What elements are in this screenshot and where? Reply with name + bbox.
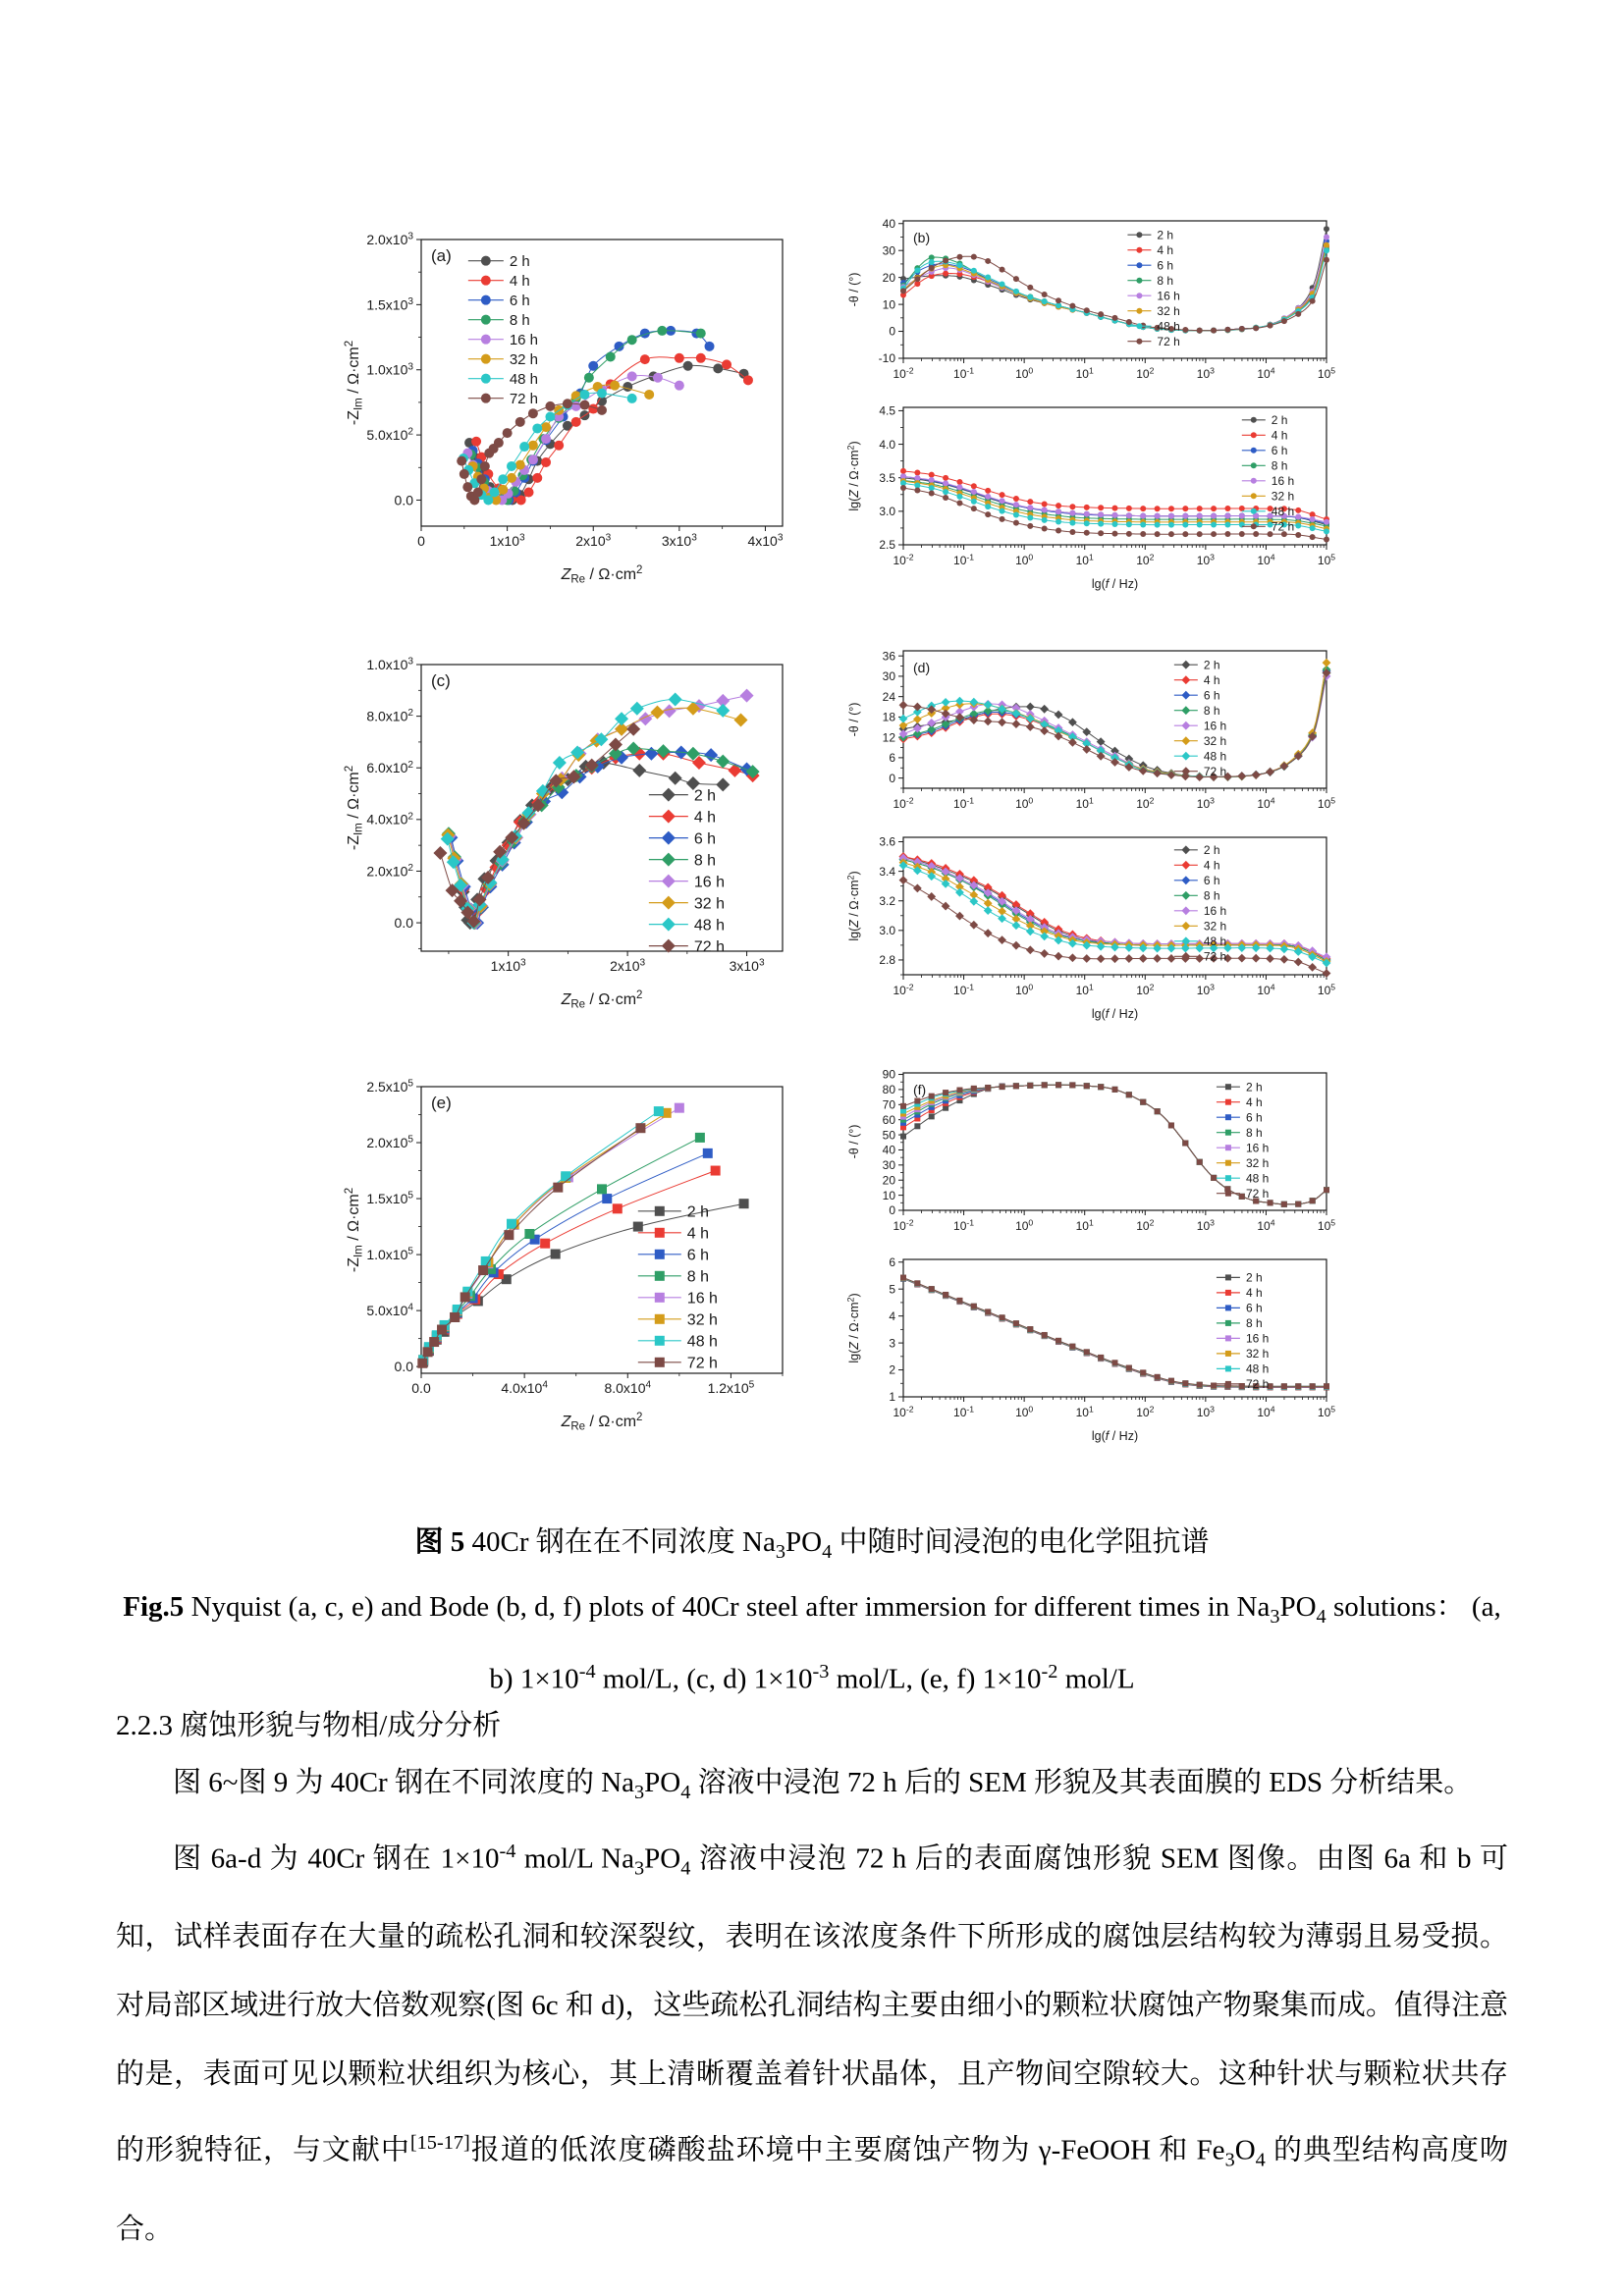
svg-text:24: 24 (882, 689, 895, 704)
svg-text:48 h: 48 h (1245, 1362, 1270, 1376)
svg-text:10: 10 (882, 1188, 895, 1202)
svg-text:2: 2 (889, 1362, 895, 1377)
svg-text:10-1: $10^{-1}$ (953, 795, 975, 811)
svg-text:101: $10^1$ (1075, 1217, 1094, 1233)
svg-text:ZRe / Ω·cm2: $Z_{Re} / \Omega\cdot cm^2$ (561, 563, 643, 586)
svg-text:6 h: 6 h (1203, 688, 1220, 703)
svg-text:lg(f / Hz): lg(f / Hz) (1091, 1007, 1139, 1021)
svg-text:32 h: 32 h (1245, 1347, 1270, 1362)
panel-c-nyquist (339, 651, 800, 1016)
svg-text:5.0x102: $5.0x10^2$ (366, 426, 413, 443)
svg-text:10-1: $10^{-1}$ (953, 982, 975, 997)
svg-text:4 h: 4 h (509, 273, 530, 291)
svg-text:3.4: 3.4 (879, 864, 895, 879)
svg-text:100: $10^0$ (1015, 1217, 1034, 1233)
svg-text:8 h: 8 h (1245, 1316, 1263, 1331)
svg-text:0.0: 0.0 (394, 1359, 413, 1375)
svg-text:3.5: 3.5 (879, 470, 895, 485)
svg-text:10-1: $10^{-1}$ (953, 365, 975, 381)
svg-text:18: 18 (882, 710, 895, 724)
svg-text:2 h: 2 h (1203, 843, 1220, 858)
svg-text:10-2: $10^{-2}$ (893, 982, 914, 997)
figure-caption-en-line1: Fig.5 Nyquist (a, c, e) and Bode (b, d, f) plots of 40Cr steel after immersion for different times in $Na_3PO_4$ solutions： (a, (123, 1591, 1501, 1628)
svg-text:1.5x103: $1.5x10^3$ (366, 295, 413, 313)
svg-text:1x103: $1x10^3$ (490, 957, 526, 974)
svg-text:4 h: 4 h (1203, 858, 1220, 873)
svg-text:12: 12 (882, 730, 895, 745)
svg-text:5: 5 (889, 1282, 895, 1297)
svg-text:2.5x105: $2.5x10^5$ (366, 1078, 413, 1095)
chart-a-nyquist (339, 226, 800, 591)
svg-text:105: $10^5$ (1317, 982, 1336, 997)
svg-text:10-1: $10^{-1}$ (953, 1404, 975, 1419)
svg-text:80: 80 (882, 1083, 895, 1097)
svg-text:104: $10^4$ (1257, 1404, 1275, 1419)
svg-text:(e): (e) (431, 1094, 452, 1112)
svg-text:-ZIm / Ω·cm2: $-Z_{Im} / \Omega\cdot cm^2$ (343, 1187, 365, 1273)
svg-text:3x103: $3x10^3$ (661, 532, 697, 549)
svg-text:100: $10^0$ (1015, 795, 1034, 811)
svg-text:48 h: 48 h (686, 1333, 718, 1351)
svg-text:8.0x104: $8.0x10^4$ (604, 1379, 652, 1396)
svg-text:4 h: 4 h (686, 1225, 710, 1243)
svg-text:101: $10^1$ (1075, 982, 1094, 997)
svg-text:10-1: $10^{-1}$ (953, 1217, 975, 1233)
svg-text:72 h: 72 h (1157, 335, 1180, 349)
svg-text:16 h: 16 h (509, 332, 539, 349)
svg-text:103: $10^3$ (1196, 1217, 1215, 1233)
svg-text:1.0x103: $1.0x10^3$ (366, 656, 413, 672)
svg-text:16 h: 16 h (1271, 474, 1295, 489)
svg-text:30: 30 (882, 243, 895, 258)
svg-text:40: 40 (882, 216, 895, 231)
panel-a-nyquist (339, 226, 800, 591)
svg-text:105: $10^5$ (1317, 552, 1336, 567)
svg-text:3.2: 3.2 (879, 893, 895, 908)
svg-text:102: $10^2$ (1136, 1404, 1155, 1419)
chart-b-phase (844, 211, 1340, 386)
svg-text:16 h: 16 h (1245, 1331, 1270, 1346)
svg-text:16 h: 16 h (1157, 289, 1180, 303)
svg-text:16 h: 16 h (1203, 904, 1227, 919)
svg-text:4 h: 4 h (1245, 1095, 1263, 1110)
svg-text:32 h: 32 h (686, 1311, 718, 1329)
svg-text:16 h: 16 h (1245, 1141, 1270, 1155)
chart-c-nyquist (339, 651, 800, 1016)
svg-text:(d): (d) (913, 660, 931, 675)
svg-text:0: 0 (889, 1203, 895, 1218)
figure-caption-en-line2: b) $1\times 10^{-4}$ mol/L, (c, d) $1\times 10^{-3}$ mol/L, (e, f) $1\times 10^{-2}$ mol/L (489, 1661, 1135, 1695)
svg-text:lg(f / Hz): lg(f / Hz) (1091, 577, 1139, 591)
svg-text:32 h: 32 h (1245, 1156, 1270, 1171)
svg-text:3.0: 3.0 (879, 505, 895, 519)
svg-text:3.6: 3.6 (879, 834, 895, 849)
svg-text:105: $10^5$ (1317, 1217, 1336, 1233)
svg-text:-θ / (°): -θ / (°) (847, 1124, 861, 1159)
svg-text:36: 36 (882, 649, 895, 664)
svg-text:0: 0 (889, 771, 895, 785)
svg-text:6 h: 6 h (1203, 874, 1220, 888)
svg-text:6 h: 6 h (1245, 1301, 1263, 1315)
svg-text:2 h: 2 h (1245, 1080, 1263, 1095)
svg-text:105: $10^5$ (1317, 1404, 1336, 1419)
svg-text:(a): (a) (431, 246, 452, 265)
svg-text:8 h: 8 h (686, 1268, 710, 1286)
svg-text:2 h: 2 h (1245, 1270, 1263, 1285)
svg-text:10-2: $10^{-2}$ (893, 1217, 914, 1233)
chart-d-magnitude (844, 828, 1340, 1030)
svg-text:4.0: 4.0 (879, 437, 895, 452)
svg-text:1.5x105: $1.5x10^5$ (366, 1190, 413, 1206)
svg-text:101: $10^1$ (1075, 1404, 1094, 1419)
svg-text:10-2: $10^{-2}$ (893, 552, 914, 567)
svg-text:102: $10^2$ (1136, 552, 1155, 567)
svg-text:2 h: 2 h (1271, 413, 1288, 428)
svg-text:104: $10^4$ (1257, 982, 1275, 997)
svg-text:8 h: 8 h (509, 312, 530, 330)
svg-text:4: 4 (889, 1308, 895, 1323)
figure-caption-zh: 图 5 40Cr 钢在在不同浓度 $Na_3PO_4$ 中随时间浸泡的电化学阻抗谱 (414, 1526, 1210, 1563)
svg-text:2.8: 2.8 (879, 953, 895, 968)
svg-text:4.0x104: $4.0x10^4$ (501, 1379, 548, 1396)
svg-text:4 h: 4 h (1271, 428, 1288, 443)
svg-text:-ZIm / Ω·cm2: $-Z_{Im} / \Omega\cdot cm^2$ (343, 765, 365, 851)
svg-text:0.0: 0.0 (394, 914, 413, 931)
svg-text:lg(Z / Ω·cm2): $\lg(Z / \Omega\cdot cm^2)$ (845, 1293, 861, 1363)
svg-text:lg(f / Hz): lg(f / Hz) (1091, 1429, 1139, 1443)
svg-text:10-2: $10^{-2}$ (893, 1404, 914, 1419)
svg-text:104: $10^4$ (1257, 1217, 1275, 1233)
svg-text:101: $10^1$ (1075, 552, 1094, 567)
svg-text:1x103: $1x10^3$ (489, 532, 525, 549)
svg-text:60: 60 (882, 1112, 895, 1127)
svg-text:10-1: $10^{-1}$ (953, 552, 975, 567)
svg-text:100: $10^0$ (1015, 982, 1034, 997)
svg-text:48 h: 48 h (509, 371, 539, 389)
svg-text:8 h: 8 h (1157, 274, 1174, 289)
svg-text:2.0x105: $2.0x10^5$ (366, 1134, 413, 1150)
svg-text:8 h: 8 h (1203, 888, 1220, 903)
svg-text:48 h: 48 h (1157, 319, 1180, 334)
svg-text:72 h: 72 h (1245, 1187, 1270, 1201)
svg-text:40: 40 (882, 1143, 895, 1157)
svg-text:2.0x103: $2.0x10^3$ (366, 231, 413, 247)
svg-text:48 h: 48 h (693, 917, 725, 934)
svg-text:8 h: 8 h (1203, 704, 1220, 719)
svg-text:48 h: 48 h (1271, 505, 1295, 519)
svg-text:4.5: 4.5 (879, 403, 895, 418)
paragraph-1: 图 6~图 9 为 40Cr 钢在不同浓度的 $Na_3PO_4$ 溶液中浸泡 72 h 后的 SEM 形貌及其表面膜的 EDS 分析结果。 (173, 1767, 1473, 1803)
svg-text:102: $10^2$ (1136, 1217, 1155, 1233)
svg-text:102: $10^2$ (1136, 795, 1155, 811)
panel-b-bode (844, 211, 1340, 600)
svg-text:2.5: 2.5 (879, 538, 895, 553)
svg-text:6: 6 (889, 751, 895, 766)
svg-text:20: 20 (882, 1173, 895, 1188)
svg-text:32 h: 32 h (693, 895, 725, 913)
svg-text:2x103: $2x10^3$ (575, 532, 612, 549)
svg-text:48 h: 48 h (1203, 934, 1227, 949)
svg-text:(b): (b) (913, 230, 931, 245)
svg-text:101: $10^1$ (1075, 365, 1094, 381)
svg-text:6 h: 6 h (1271, 444, 1288, 458)
svg-text:100: $10^0$ (1015, 365, 1034, 381)
chart-d-phase (844, 641, 1340, 816)
svg-text:1.0x105: $1.0x10^5$ (366, 1246, 413, 1262)
svg-text:4x103: $4x10^3$ (747, 532, 784, 549)
svg-text:4.0x102: $4.0x10^2$ (366, 811, 413, 828)
section-heading: 2.2.3 腐蚀形貌与物相/成分分析 (116, 1710, 502, 1741)
svg-text:6.0x102: $6.0x10^2$ (366, 759, 413, 776)
svg-text:70: 70 (882, 1097, 895, 1112)
svg-text:102: $10^2$ (1136, 365, 1155, 381)
svg-text:6 h: 6 h (693, 830, 717, 848)
svg-text:6: 6 (889, 1255, 895, 1269)
svg-text:(f): (f) (913, 1082, 927, 1097)
svg-text:1.0x103: $1.0x10^3$ (366, 361, 413, 378)
paragraph-2: 图 6a-d 为 40Cr 钢在 $1\times 10^{-4}$ mol/L $Na_3PO_4$ 溶液中浸泡 72 h 后的表面腐蚀形貌 SEM 图像。由图 6a 和 b 可知，试样表面存在大量的疏松孔洞和较深裂纹，表明在该浓度条件下所形成的腐蚀层结构较为薄弱且易受损。对局部区域进行放大倍数观察(图 6c 和 d)，这些疏松孔洞结构主要由细小的颗粒状腐蚀产物聚集而成。值得注意的是，表面可见以颗粒状组织为核心，其上清晰覆盖着针状晶体，且产物间空隙较大。这种针状与颗粒状共存的形貌特征，与文献中[15-17]报道的低浓度磷酸盐环境中主要腐蚀产物为 γ-FeOOH 和 $Fe_3O_4$ 的典型结构高度吻合。 (116, 1841, 1508, 2245)
svg-text:8 h: 8 h (1245, 1126, 1263, 1141)
svg-text:2 h: 2 h (686, 1203, 710, 1221)
svg-text:103: $10^3$ (1196, 552, 1215, 567)
panel-e-nyquist (339, 1073, 800, 1438)
chart-f-magnitude (844, 1250, 1340, 1452)
svg-text:16 h: 16 h (686, 1290, 718, 1308)
svg-text:50: 50 (882, 1128, 895, 1143)
svg-text:101: $10^1$ (1075, 795, 1094, 811)
svg-text:10: 10 (882, 297, 895, 312)
svg-text:6 h: 6 h (1245, 1110, 1263, 1125)
svg-text:72 h: 72 h (1271, 519, 1295, 534)
svg-text:lg(Z / Ω·cm2): $\lg(Z / \Omega\cdot cm^2)$ (845, 441, 861, 511)
svg-text:6 h: 6 h (1157, 258, 1174, 273)
svg-text:lg(Z / Ω·cm2): $\lg(Z / \Omega\cdot cm^2)$ (845, 871, 861, 941)
svg-text:32 h: 32 h (1271, 489, 1295, 504)
svg-text:-θ / (°): -θ / (°) (847, 272, 861, 307)
svg-text:32 h: 32 h (509, 351, 539, 369)
panel-d-bode (844, 641, 1340, 1030)
svg-text:8 h: 8 h (693, 852, 717, 870)
svg-text:ZRe / Ω·cm2: $Z_{Re} / \Omega\cdot cm^2$ (561, 1411, 643, 1433)
svg-text:72 h: 72 h (1203, 765, 1227, 779)
svg-text:10-2: $10^{-2}$ (893, 795, 914, 811)
svg-text:72 h: 72 h (1245, 1377, 1270, 1392)
svg-text:103: $10^3$ (1196, 365, 1215, 381)
svg-text:-ZIm / Ω·cm2: $-Z_{Im} / \Omega\cdot cm^2$ (343, 340, 365, 426)
svg-text:8.0x102: $8.0x10^2$ (366, 708, 413, 724)
svg-text:48 h: 48 h (1245, 1171, 1270, 1186)
svg-text:2.0x102: $2.0x10^2$ (366, 863, 413, 880)
svg-text:1: 1 (889, 1390, 895, 1405)
svg-text:105: $10^5$ (1317, 795, 1336, 811)
svg-text:72 h: 72 h (509, 391, 539, 408)
svg-text:104: $10^4$ (1257, 552, 1275, 567)
svg-text:6 h: 6 h (509, 293, 530, 310)
svg-text:0.0: 0.0 (411, 1380, 431, 1396)
chart-b-magnitude (844, 398, 1340, 600)
chart-f-phase (844, 1063, 1340, 1238)
chart-e-nyquist (339, 1073, 800, 1438)
svg-text:103: $10^3$ (1196, 795, 1215, 811)
svg-text:-θ / (°): -θ / (°) (847, 702, 861, 737)
svg-text:102: $10^2$ (1136, 982, 1155, 997)
svg-text:30: 30 (882, 1158, 895, 1173)
svg-text:2x103: $2x10^3$ (610, 957, 646, 974)
svg-text:72 h: 72 h (1203, 949, 1227, 964)
svg-text:90: 90 (882, 1067, 895, 1082)
svg-text:100: $10^0$ (1015, 552, 1034, 567)
svg-text:0: 0 (417, 533, 425, 549)
panel-f-bode (844, 1063, 1340, 1452)
figure-5 (339, 211, 1350, 1477)
svg-text:0: 0 (889, 324, 895, 339)
svg-text:2 h: 2 h (1157, 228, 1174, 242)
svg-text:32 h: 32 h (1203, 919, 1227, 934)
svg-text:4 h: 4 h (1245, 1286, 1263, 1301)
svg-text:ZRe / Ω·cm2: $Z_{Re} / \Omega\cdot cm^2$ (561, 988, 643, 1011)
svg-text:48 h: 48 h (1203, 749, 1227, 764)
svg-text:2 h: 2 h (693, 787, 717, 805)
svg-text:4 h: 4 h (1203, 673, 1220, 688)
svg-text:105: $10^5$ (1317, 365, 1336, 381)
svg-text:0.0: 0.0 (394, 492, 413, 508)
svg-text:3: 3 (889, 1336, 895, 1351)
svg-text:103: $10^3$ (1196, 1404, 1215, 1419)
svg-text:20: 20 (882, 270, 895, 285)
svg-text:(c): (c) (431, 671, 451, 690)
svg-text:72 h: 72 h (693, 938, 725, 956)
svg-text:16 h: 16 h (693, 874, 725, 891)
svg-text:4 h: 4 h (693, 809, 717, 827)
svg-text:32 h: 32 h (1203, 734, 1227, 749)
svg-text:3x103: $3x10^3$ (729, 957, 765, 974)
svg-text:32 h: 32 h (1157, 304, 1180, 319)
svg-text:2 h: 2 h (509, 253, 530, 271)
svg-text:16 h: 16 h (1203, 719, 1227, 733)
svg-text:104: $10^4$ (1257, 365, 1275, 381)
svg-text:4 h: 4 h (1157, 243, 1174, 258)
svg-text:103: $10^3$ (1196, 982, 1215, 997)
svg-text:2 h: 2 h (1203, 658, 1220, 672)
svg-text:-10: -10 (878, 351, 895, 366)
svg-text:5.0x104: $5.0x10^4$ (366, 1302, 413, 1319)
svg-text:30: 30 (882, 669, 895, 684)
svg-text:8 h: 8 h (1271, 458, 1288, 473)
svg-text:100: $10^0$ (1015, 1404, 1034, 1419)
svg-text:3.0: 3.0 (879, 924, 895, 938)
svg-text:72 h: 72 h (686, 1355, 718, 1372)
svg-text:104: $10^4$ (1257, 795, 1275, 811)
svg-text:10-2: $10^{-2}$ (893, 365, 914, 381)
svg-text:1.2x105: $1.2x10^5$ (707, 1379, 755, 1396)
svg-text:6 h: 6 h (686, 1247, 710, 1264)
